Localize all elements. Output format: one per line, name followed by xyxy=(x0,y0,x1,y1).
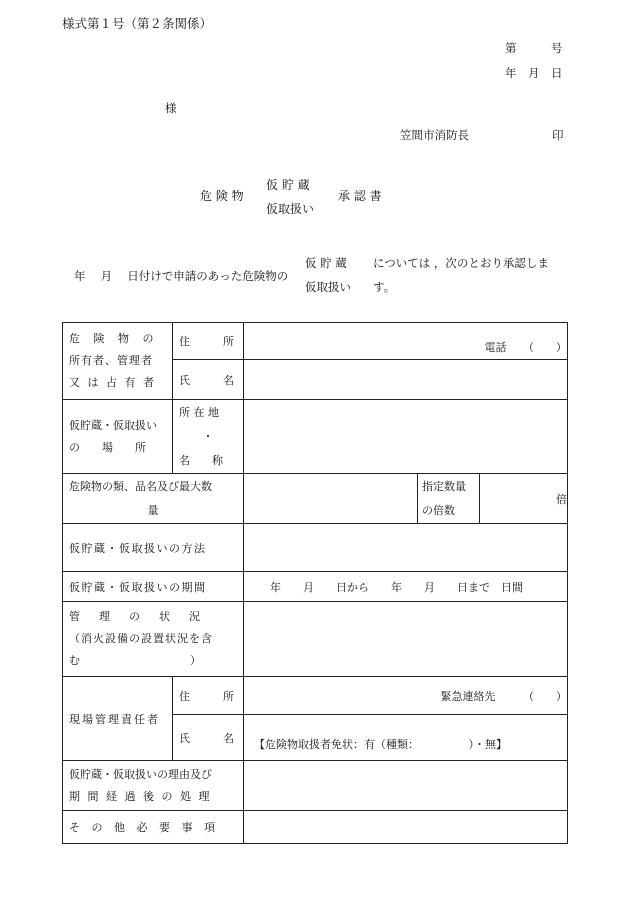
reason-label-line2: 期 間 経 過 後 の 処 理 xyxy=(69,789,212,803)
title-prefix: 危 険 物 xyxy=(200,189,244,203)
owner-address-label: 住 所 xyxy=(173,323,244,360)
intro-option-handling: 仮取扱い xyxy=(305,280,351,294)
management-field[interactable] xyxy=(244,602,568,677)
multiple-field[interactable] xyxy=(480,474,568,524)
owner-label-cell xyxy=(63,323,173,400)
other-field[interactable] xyxy=(244,811,568,844)
reason-label-cell xyxy=(63,761,244,811)
owner-label-line3: 又 は 占 有 者 xyxy=(69,376,156,389)
owner-address-field[interactable] xyxy=(244,323,568,360)
issuer-name: 笠間市消防長 xyxy=(400,128,469,142)
place-label-line1: 仮貯蔵・仮取扱い xyxy=(69,418,157,432)
title-option-handling: 仮取扱い xyxy=(266,202,315,216)
document-number: 第 号 xyxy=(505,41,563,55)
location-label-line1: 所 在 地 xyxy=(179,405,219,419)
multiple-label-line1: 指定数量 xyxy=(422,479,466,493)
period-value: 年 月 日から 年 月 日まで 日間 xyxy=(270,580,523,594)
intro-option-storage: 仮 貯 蔵 xyxy=(305,256,347,270)
location-label-line3: 名 称 xyxy=(179,453,223,467)
phone-label: 電話 （ ） xyxy=(484,341,568,354)
location-label-line2: ・ xyxy=(202,429,214,443)
supervisor-address-label: 住 所 xyxy=(173,677,244,715)
intro-lead: 年 月 日付けで申請のあった危険物の xyxy=(74,269,289,283)
category-label-cell xyxy=(63,474,244,524)
supervisor-address-field[interactable] xyxy=(244,677,568,715)
supervisor-label: 現場管理責任者 xyxy=(63,677,173,761)
supervisor-name-label: 氏 名 xyxy=(173,715,244,761)
owner-label-line1: 危 険 物 の xyxy=(69,332,159,345)
category-field[interactable] xyxy=(244,474,418,524)
category-label-line2: 量 xyxy=(147,503,159,517)
method-field[interactable] xyxy=(244,524,568,572)
owner-name-field[interactable] xyxy=(244,360,568,400)
management-label-line3: む ） xyxy=(69,654,201,667)
title-suffix: 承 認 書 xyxy=(338,189,382,203)
location-field[interactable] xyxy=(244,400,568,474)
multiple-label-line2: の倍数 xyxy=(422,503,455,517)
management-label-cell xyxy=(63,602,244,677)
reason-label-line1: 仮貯蔵・仮取扱いの理由及び xyxy=(69,767,212,781)
category-label-line1: 危険物の類、品名及び最大数 xyxy=(69,479,212,493)
issue-date: 年 月 日 xyxy=(505,66,563,80)
other-label: そ の 他 必 要 事 項 xyxy=(63,811,244,844)
form-number: 様式第１号（第２条関係） xyxy=(62,16,213,31)
emergency-contact-label: 緊急連絡先 （ ） xyxy=(440,689,568,703)
addressee-suffix: 様 xyxy=(165,101,177,115)
multiple-unit: 倍 xyxy=(556,492,568,506)
owner-name-label: 氏 名 xyxy=(173,360,244,400)
reason-field[interactable] xyxy=(244,761,568,811)
intro-tail: については ，次のとおり承認しま xyxy=(373,256,549,270)
place-label-cell xyxy=(63,400,173,474)
owner-label-line2: 所有者、管理者 xyxy=(69,354,153,367)
title-option-storage: 仮 貯 蔵 xyxy=(266,178,310,192)
management-label-line2: （消火設備の設置状況を含 xyxy=(69,632,213,645)
supervisor-name-field[interactable] xyxy=(244,715,568,761)
intro-tail-end: す。 xyxy=(373,280,396,294)
license-label: 【危険物取扱者免状：有（種類： ）・無】 xyxy=(254,737,507,751)
location-label-cell xyxy=(173,400,244,474)
approval-table xyxy=(62,322,568,844)
place-label-line2: の 場 所 xyxy=(69,440,146,454)
period-field[interactable] xyxy=(244,572,568,602)
multiple-label-cell xyxy=(418,474,480,524)
management-label-line1: 管 理 の 状 況 xyxy=(69,610,204,623)
method-label: 仮貯蔵・仮取扱いの方法 xyxy=(63,524,244,572)
seal-mark: 印 xyxy=(552,128,564,142)
period-label: 仮貯蔵・仮取扱いの期間 xyxy=(63,572,244,602)
